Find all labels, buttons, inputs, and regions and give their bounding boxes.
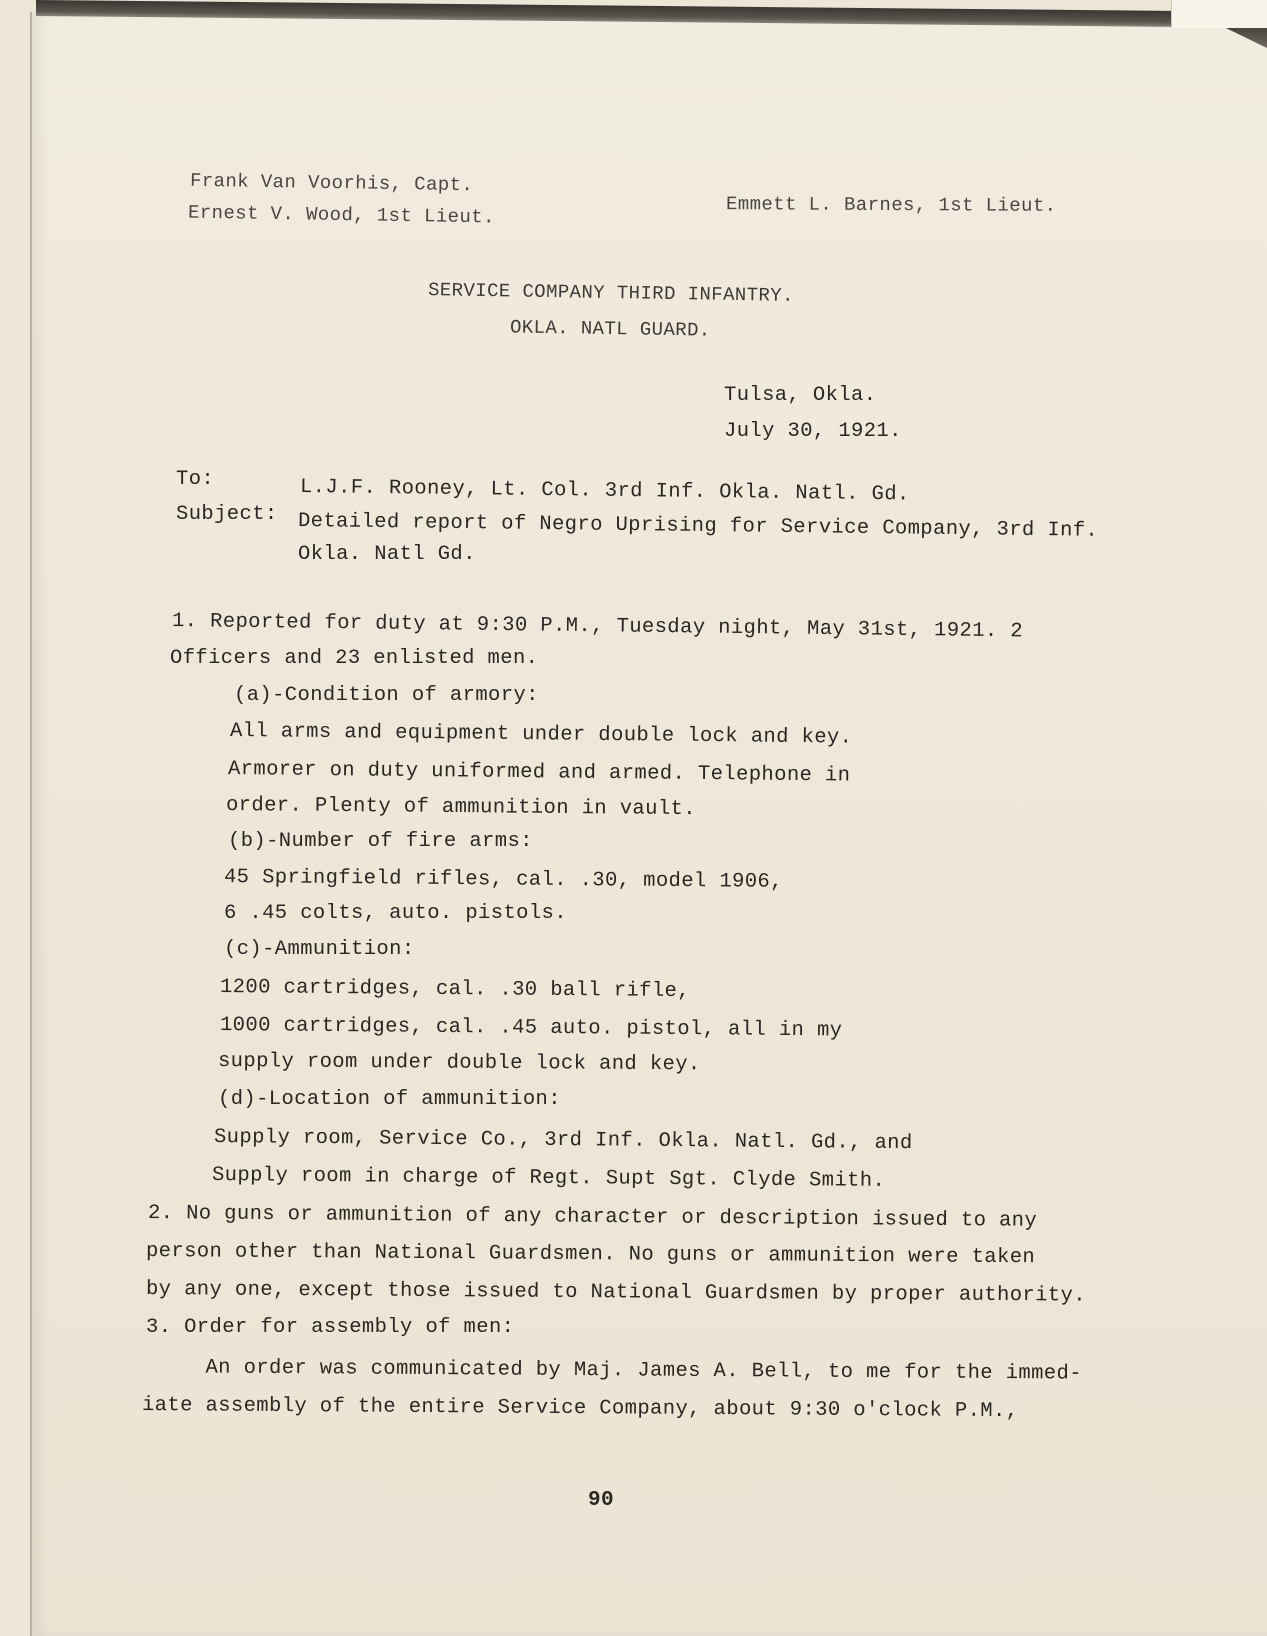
body-line: Supply room in charge of Regt. Supt Sgt. Clyde Smith. xyxy=(211,1164,886,1193)
body-line: An order was communicated by Maj. James A. Bell, to me for the immed- xyxy=(141,1356,1083,1386)
body-line: Armorer on duty uniformed and armed. Telephone in xyxy=(227,758,851,788)
body-line: (b)-Number of fire arms: xyxy=(228,830,533,853)
body-line: (d)-Location of ammunition: xyxy=(218,1088,561,1111)
body-line: Supply room, Service Co., 3rd Inf. Okla. Natl. Gd., and xyxy=(213,1126,913,1156)
body-line: iate assembly of the entire Service Company, about 9:30 o'clock P.M., xyxy=(141,1394,1019,1424)
body-line: 6 .45 colts, auto. pistols. xyxy=(224,902,567,925)
body-line: person other than National Guardsmen. No guns or ammunition were taken xyxy=(145,1240,1036,1270)
to-label: To: xyxy=(176,468,215,491)
corner-scrap xyxy=(1171,0,1267,28)
body-line: 1000 cartridges, cal. .45 auto. pistol, all in my xyxy=(219,1014,843,1043)
body-line: 2. No guns or ammunition of any character or description issued to any xyxy=(147,1202,1038,1233)
body-line: 45 Springfield rifles, cal. .30, model 1906, xyxy=(223,866,783,894)
subject-label: Subject: xyxy=(176,503,278,526)
body-line: 3. Order for assembly of men: xyxy=(146,1316,515,1339)
subject-line-1: Detailed report of Negro Uprising for Service Company, 3rd Inf. xyxy=(297,510,1099,543)
body-line: 1200 cartridges, cal. .30 ball rifle, xyxy=(219,976,691,1004)
subject-line-2: Okla. Natl Gd. xyxy=(298,543,476,566)
body-line: order. Plenty of ammunition in vault. xyxy=(225,794,697,822)
body-line: supply room under double lock and key. xyxy=(217,1050,701,1077)
body-line: Officers and 23 enlisted men. xyxy=(170,647,539,670)
body-line: All arms and equipment under double lock and key. xyxy=(229,720,853,750)
officer-lieut-barnes: Emmett L. Barnes, 1st Lieut. xyxy=(725,193,1057,217)
body-line: 1. Reported for duty at 9:30 P.M., Tuesday night, May 31st, 1921. 2 xyxy=(171,610,1024,644)
body-line: by any one, except those issued to National Guardsmen by proper authority. xyxy=(145,1278,1087,1308)
officer-capt: Frank Van Voorhis, Capt. xyxy=(189,169,474,197)
page-number: 90 xyxy=(588,1489,615,1512)
body-line: (c)-Ammunition: xyxy=(224,938,415,961)
officer-lieut-wood: Ernest V. Wood, 1st Lieut. xyxy=(187,201,496,229)
dateline-place: Tulsa, Okla. xyxy=(724,384,877,407)
body-line: (a)-Condition of armory: xyxy=(234,684,539,707)
dateline-date: July 30, 1921. xyxy=(724,420,902,443)
to-value: L.J.F. Rooney, Lt. Col. 3rd Inf. Okla. Natl. Gd. xyxy=(299,476,910,507)
document-page xyxy=(30,12,1267,1636)
unit-subtitle: OKLA. NATL GUARD. xyxy=(509,316,711,342)
unit-title: SERVICE COMPANY THIRD INFANTRY. xyxy=(427,279,795,307)
